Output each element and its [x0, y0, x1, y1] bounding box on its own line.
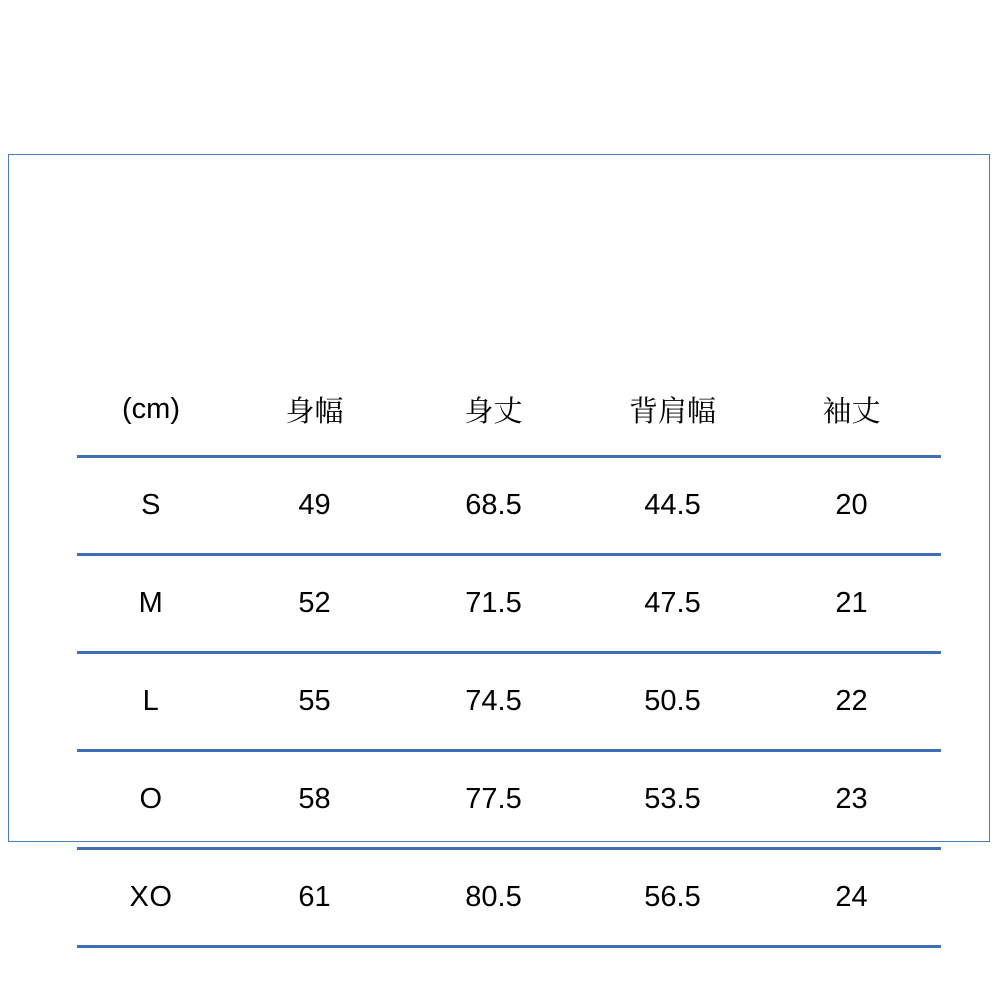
table-header	[77, 363, 941, 457]
row-size-label: O	[77, 751, 225, 849]
column-header-body-length: 身丈	[404, 363, 583, 457]
cell-body-length: 71.5	[404, 555, 583, 653]
cell-sleeve-length: 21	[762, 555, 941, 653]
cell-chest-width: 58	[225, 751, 404, 849]
cell-body-length: 77.5	[404, 751, 583, 849]
table-row	[77, 849, 941, 947]
cell-chest-width: 61	[225, 849, 404, 947]
table-row	[77, 457, 941, 555]
column-header-unit: (cm)	[77, 363, 225, 457]
cell-chest-width: 55	[225, 653, 404, 751]
cell-chest-width: 52	[225, 555, 404, 653]
row-size-label: M	[77, 555, 225, 653]
row-size-label: S	[77, 457, 225, 555]
table-header-row	[77, 363, 941, 457]
size-chart-table	[77, 363, 941, 948]
cell-body-length: 80.5	[404, 849, 583, 947]
cell-body-length: 74.5	[404, 653, 583, 751]
table-row	[77, 555, 941, 653]
column-header-shoulder-width: 背肩幅	[583, 363, 762, 457]
chart-frame-border	[8, 154, 990, 913]
cell-shoulder-width: 44.5	[583, 457, 762, 555]
column-header-sleeve-length: 袖丈	[762, 363, 941, 457]
cell-shoulder-width: 53.5	[583, 751, 762, 849]
cell-sleeve-length: 23	[762, 751, 941, 849]
cell-shoulder-width: 47.5	[583, 555, 762, 653]
row-size-label: XO	[77, 849, 225, 947]
cell-shoulder-width: 56.5	[583, 849, 762, 947]
cell-body-length: 68.5	[404, 457, 583, 555]
row-size-label: L	[77, 653, 225, 751]
cell-chest-width: 49	[225, 457, 404, 555]
cell-shoulder-width: 50.5	[583, 653, 762, 751]
table-body	[77, 457, 941, 947]
cell-sleeve-length: 22	[762, 653, 941, 751]
table-row	[77, 653, 941, 751]
column-header-chest-width: 身幅	[225, 363, 404, 457]
cell-sleeve-length: 24	[762, 849, 941, 947]
table-row	[77, 751, 941, 849]
cell-sleeve-length: 20	[762, 457, 941, 555]
